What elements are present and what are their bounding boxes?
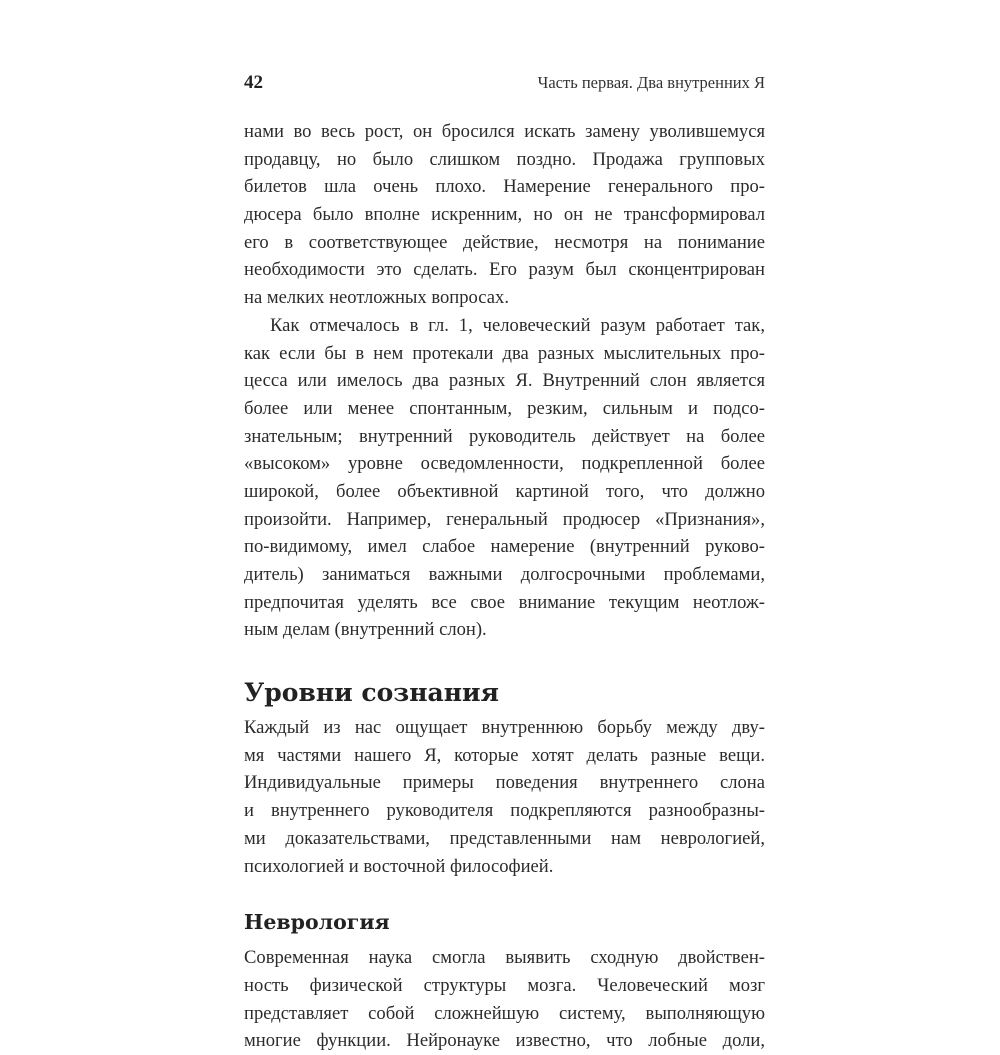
text-line: Индивидуальные примеры поведения внутреннего слона bbox=[244, 772, 765, 794]
text-line: ми доказательствами, представленными нам неврологией, bbox=[244, 827, 765, 849]
text-line: нами во весь рост, он бросился искать замену уволившемуся bbox=[244, 121, 765, 142]
text-line: произойти. Например, генеральный продюсер «Признания», bbox=[244, 508, 765, 530]
subsection-heading: Неврология bbox=[244, 910, 390, 935]
text-line: «высоком» уровне осведомленности, подкрепленной более bbox=[244, 453, 765, 475]
text-line: и внутреннего руководителя подкрепляются разнообразны- bbox=[244, 800, 765, 822]
text-line: дитель) заниматься важными долгосрочными проблемами, bbox=[244, 564, 765, 585]
text-line: более или менее спонтанным, резким, сильным и подсо- bbox=[244, 397, 765, 419]
page-number: 42 bbox=[244, 72, 263, 93]
text-line: широкой, более объективной картиной того, что должно bbox=[244, 480, 765, 502]
running-head bbox=[244, 72, 765, 96]
text-line: Как отмечалось в гл. 1, человеческий разум работает так, bbox=[270, 314, 765, 336]
running-title: Часть первая. Два внутренних Я bbox=[537, 73, 765, 92]
text-line: по-видимому, имел слабое намерение (внутренний руково- bbox=[244, 536, 765, 558]
text-line: представляет собой сложнейшую систему, выполняющую bbox=[244, 1002, 765, 1024]
text-line: ным делам (внутренний слон). bbox=[244, 619, 487, 641]
text-line: Современная наука смогла выявить сходную двойствен- bbox=[244, 947, 765, 969]
section-paragraph bbox=[244, 714, 765, 880]
section-heading: Уровни сознания bbox=[244, 678, 500, 708]
text-line: Каждый из нас ощущает внутреннюю борьбу между дву- bbox=[244, 717, 765, 739]
text-line: знательным; внутренний руководитель действует на более bbox=[244, 425, 765, 447]
page-body bbox=[244, 118, 765, 1055]
text-line: цесса или имелось два разных Я. Внутренний слон является bbox=[244, 370, 765, 392]
text-line: многие функции. Нейронауке известно, что лобные доли, bbox=[244, 1030, 765, 1052]
text-line: ность физической структуры мозга. Человеческий мозг bbox=[244, 974, 765, 996]
text-line: его в соответствующее действие, несмотря на понимание bbox=[244, 231, 765, 253]
text-line: продавцу, но было слишком поздно. Продажа групповых bbox=[244, 148, 765, 170]
text-line: как если бы в нем протекали два разных мыслительных про- bbox=[244, 342, 765, 364]
paragraph-two-minds bbox=[244, 312, 765, 644]
text-line: мя частями нашего Я, которые хотят делать разные вещи. bbox=[244, 744, 765, 766]
text-line: необходимости это сделать. Его разум был сконцентрирован bbox=[244, 259, 765, 281]
text-line: предпочитая уделять все свое внимание текущим неотлож- bbox=[244, 591, 765, 613]
paragraph-continued bbox=[244, 118, 765, 312]
text-line: психологией и восточной философией. bbox=[244, 855, 554, 877]
text-line: дюсера было вполне искренним, но он не трансформировал bbox=[244, 204, 765, 226]
text-line: на мелких неотложных вопросах. bbox=[244, 287, 509, 309]
text-line: билетов шла очень плохо. Намерение генерального про- bbox=[244, 176, 765, 198]
